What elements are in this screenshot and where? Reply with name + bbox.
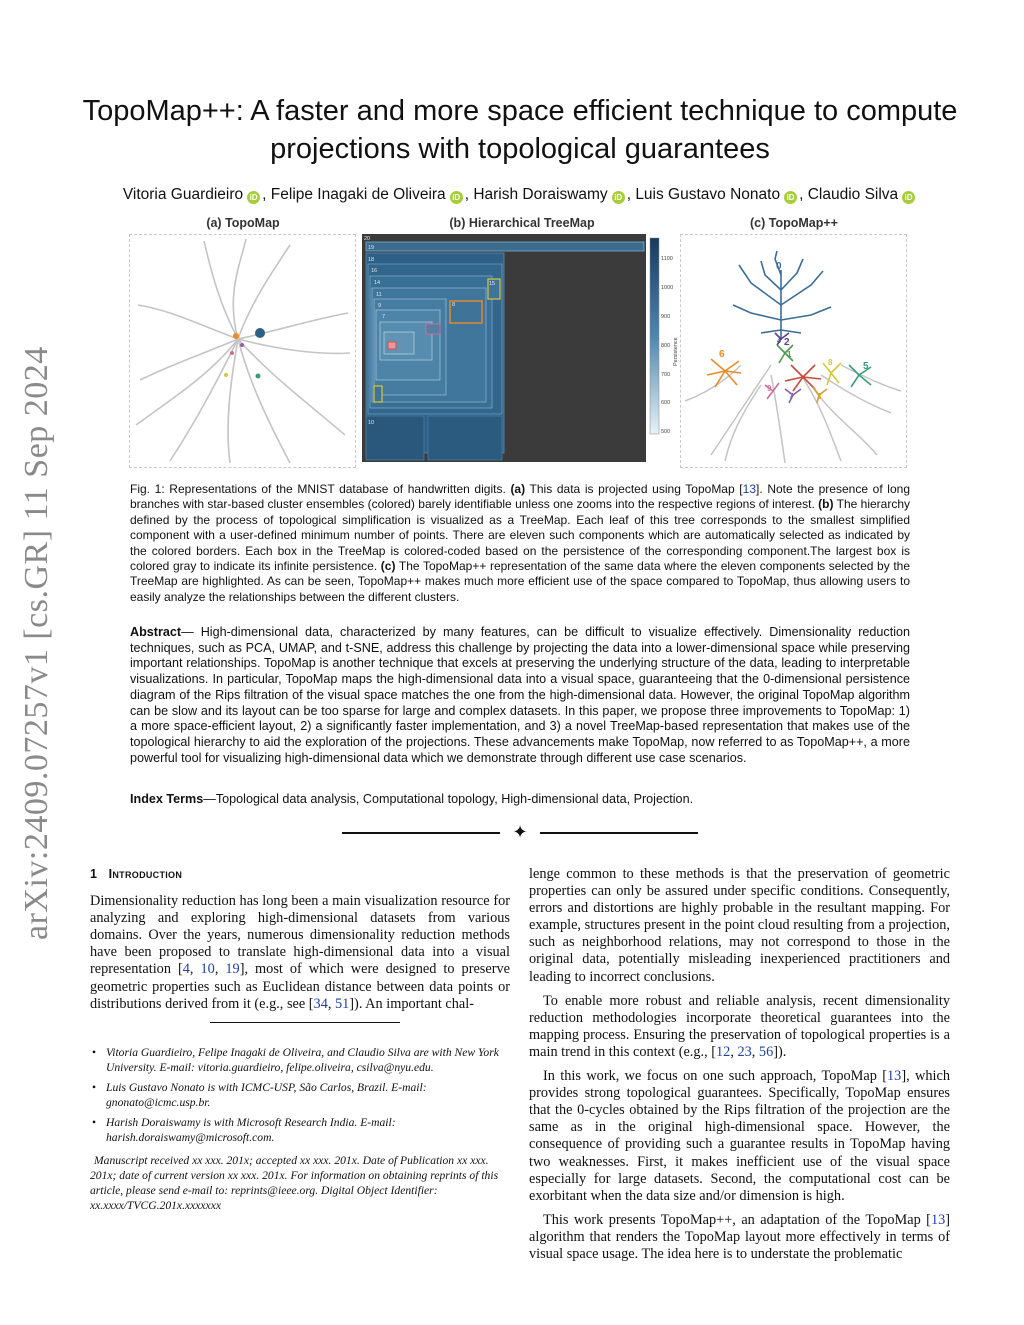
caption-tag: (b)	[818, 497, 834, 512]
branch	[238, 339, 350, 353]
section-separator	[342, 822, 698, 844]
treemap-box	[428, 416, 502, 460]
citation-link[interactable]: 12	[716, 1043, 731, 1060]
paragraph-text: ]).	[773, 1043, 787, 1060]
paragraph-text: In this work, we focus on one such approach, TopoMap [	[543, 1068, 888, 1085]
section-heading	[90, 866, 510, 883]
orcid-icon[interactable]: iD	[902, 191, 915, 204]
paragraph	[529, 1212, 950, 1263]
branch	[725, 385, 761, 461]
persistence-colorbar	[650, 238, 659, 434]
citation-link[interactable]: 13	[887, 1068, 902, 1085]
cluster-branch	[781, 307, 831, 320]
topomap-projection	[130, 235, 355, 467]
section-number: 1	[90, 867, 98, 881]
paragraph-text: ]). An important chal-	[349, 995, 474, 1012]
cluster-label: 5	[863, 361, 869, 372]
cluster-label: 8	[828, 358, 833, 367]
index-terms-label: Index Terms	[130, 792, 204, 806]
figure-caption	[130, 482, 910, 605]
paragraph: Dimensionality reduction has long been a main visualization resource for analyzing and exploring high-dimensional datasets from various domains. Over the years, numerous dimensionality reduction methods have been proposed to translate high-dimensional data into a visual representation [4, 10, 19], most of which were designed to preserve geometric properties such as Euclidean distance between data points or distributions derived from it (e.g., see [34, 51]). An important chal-	[90, 893, 510, 1012]
caption-text: ]. Note the presence of long branches with star-based cluster ensembles (colored) barely identifiable unless one zooms into the respective regions of interest.	[130, 482, 910, 512]
cluster-branch	[761, 330, 781, 333]
branch	[136, 339, 238, 425]
arxiv-identifier: arXiv:2409.07257v1 [cs.GR] 11 Sep 2024	[18, 346, 55, 940]
treemap-node-label: 9	[378, 303, 382, 309]
author-name[interactable]: Harish Doraiswamy	[473, 186, 608, 203]
author-list: Vitoria Guardieiro iD , Felipe Inagaki de Oliveira iD , Harish Doraiswamy iD , Luis Gustavo Nonato iD , Claudio Silva iD	[40, 186, 1000, 204]
panel-a-frame	[129, 234, 356, 468]
treemap-node-label: 8	[452, 302, 456, 308]
cluster-branch	[733, 305, 781, 320]
panel-c-frame	[680, 234, 907, 468]
cluster-label: 0	[776, 261, 782, 272]
separator-star-icon: ✦	[512, 822, 528, 843]
citation-link[interactable]: 13	[930, 1211, 946, 1228]
author-name[interactable]: Luis Gustavo Nonato	[635, 186, 781, 203]
colorbar-tick: 800	[661, 343, 671, 349]
section-title: Introduction	[108, 867, 183, 881]
panel-b-label: (b) Hierarchical TreeMap	[449, 216, 595, 230]
treemap-node-label: 14	[374, 280, 381, 286]
caption-text: The TopoMap++ representation of the same data where the eleven components selected by the TreeMap are highlighted. As can be seen, TopoMap++ makes much more efficient use of the space compared to TopoMap, thus allowing users to easily analyze the relationships between the different clusters.	[130, 559, 911, 604]
paragraph	[529, 1068, 950, 1205]
treemap-node-label: 20	[364, 236, 371, 242]
branch	[238, 313, 348, 339]
footnote-item: • Vitoria Guardieiro, Felipe Inagaki de Oliveira, and Claudio Silva are with New York University. E-mail: vitoria.guardieiro, felipe.oliveira, csilva@nyu.edu.	[90, 1045, 510, 1075]
paragraph-text: Dimensionality reduction has long been a main visualization resource for analyzing and exploring high-dimensional datasets from various domains. Over the years, numerous dimensionality reduction methods have been proposed to translate high-dimensional data into a visual representation [	[90, 893, 510, 978]
treemap-node-label: 10	[368, 420, 375, 426]
citation-link[interactable]: 19	[225, 961, 240, 978]
branch	[238, 339, 290, 463]
cluster-mark	[255, 328, 265, 338]
cluster-labels	[719, 261, 869, 401]
cluster-label: 9	[767, 384, 772, 393]
panel-c-label: (c) TopoMap++	[750, 216, 838, 230]
branch	[685, 365, 741, 401]
treemap-box	[374, 386, 382, 402]
cluster-0-tree	[733, 251, 831, 340]
colorbar-tick: 700	[661, 372, 671, 378]
treemap-box	[426, 324, 440, 334]
separator-line	[540, 832, 698, 834]
citation-link[interactable]: 51	[335, 995, 350, 1012]
treemap-box	[366, 416, 424, 460]
left-column	[90, 866, 510, 1020]
author-name[interactable]: Vitoria Guardieiro	[122, 186, 244, 203]
orcid-icon[interactable]: iD	[784, 191, 797, 204]
cluster-label: 4	[777, 338, 781, 345]
treemap-box	[388, 342, 396, 349]
author-name[interactable]: Felipe Inagaki de Oliveira	[270, 186, 446, 203]
abstract-label: Abstract	[130, 625, 182, 639]
footnote-rule	[210, 1022, 400, 1023]
footnote-item: • Harish Doraiswamy is with Microsoft Research India. E-mail: harish.doraiswamy@microsoft.com.	[90, 1115, 510, 1145]
cluster-star	[785, 365, 821, 391]
abstract	[130, 625, 910, 766]
treemap-node-label: 19	[368, 245, 375, 251]
orcid-icon[interactable]: iD	[450, 191, 463, 204]
branch	[204, 241, 238, 339]
branch	[771, 375, 785, 463]
branch	[238, 245, 290, 339]
colorbar-tick: 1000	[661, 285, 674, 291]
cluster-branch	[781, 259, 803, 290]
author-name[interactable]: Claudio Silva	[807, 186, 899, 203]
cluster-label: 3	[817, 392, 822, 401]
citation-link[interactable]: 23	[737, 1043, 752, 1060]
caption-text: This data is projected using TopoMap [	[525, 482, 743, 496]
caption-text: The hierarchy defined by the process of topological simplification is visualized as a TreeMap. Each leaf of this tree corresponds to the smallest simplified component with a user-defined minimum number of points. There are eleven such components which are automatically selected as indicated by the colored borders. Each box in the TreeMap is colored-coded based on the persistence of the corresponding component.The largest box is colored gray to indicate its infinite persistence.	[130, 497, 911, 574]
cluster-label: 6	[719, 349, 725, 360]
treemap-node-label: 16	[371, 268, 378, 274]
branch	[140, 339, 238, 380]
citation-link[interactable]: 13	[742, 482, 756, 496]
paper-title: TopoMap++: A faster and more space efficient technique to compute projections with topological guarantees	[82, 95, 958, 165]
branch	[138, 305, 238, 339]
caption-lead: Fig. 1: Representations of the MNIST database of handwritten digits.	[130, 482, 511, 496]
citation-link[interactable]: 10	[200, 961, 215, 978]
branch	[841, 365, 901, 391]
right-column	[529, 866, 950, 1270]
footnotes	[90, 1045, 510, 1213]
paragraph-text: To enable more robust and reliable analysis, recent dimensionality reduction methodologies incorporate theoretical guarantees into the mapping process. Ensuring the preservation of topological properties is a main trend in this context (e.g., [	[529, 992, 950, 1060]
topomap-plus-projection	[681, 235, 906, 467]
separator-line	[342, 832, 500, 834]
citation-link[interactable]: 4	[182, 961, 190, 978]
cluster-label: 7	[789, 392, 794, 401]
colorbar-tick: 600	[661, 400, 671, 406]
cluster-mark	[240, 343, 244, 347]
colorbar-tick: 500	[661, 429, 671, 435]
index-terms-text: —Topological data analysis, Computational topology, High-dimensional data, Projection.	[203, 792, 694, 806]
treemap-node-label: 7	[382, 314, 386, 320]
footnote-item: • Luis Gustavo Nonato is with ICMC-USP, São Carlos, Brazil. E-mail: gnonato@icmc.usp.br.	[90, 1080, 510, 1110]
panel-b-frame	[362, 234, 682, 466]
cluster-mark	[233, 333, 239, 339]
colorbar-label: Persistence	[673, 337, 679, 366]
citation-link[interactable]: 56	[758, 1043, 774, 1060]
citation-link[interactable]: 34	[313, 995, 328, 1012]
manuscript-note: Manuscript received xx xxx. 201x; accepted xx xxx. 201x. Date of Publication xx xxx. 201x; date of current version xx xxx. 201x. For information on obtaining reprints of this article, please send e-mail to: reprints@ieee.org. Digital Object Identifier: xx.xxxx/TVCG.201x.xxxxxxx	[90, 1154, 499, 1212]
cluster-mark	[224, 373, 228, 377]
paragraph-text: ], which provides strong topological guarantees. Specifically, TopoMap ensures that the 0-cycles obtained by the Rips filtration of the projection are the same as in the original high-dimensional space. However, the consequence of providing such a guarantee results in TopoMap having two weaknesses. First, it makes inefficient use of the visual space especially for large datasets. Second, the computational cost can be exorbitant when the data size and/or dimension is high.	[529, 1068, 950, 1204]
paragraph-text: ] algorithm that renders the TopoMap layout more effectively in terms of visual space usage. The idea here is to understate the problematic	[529, 1211, 950, 1262]
paragraph-text: ], most of which were designed to preserve geometric properties such as Euclidean distance between data points or distributions derived from it (e.g., see [	[90, 961, 510, 1012]
caption-tag: (a)	[510, 482, 526, 496]
caption-tag: (c)	[380, 559, 396, 574]
orcid-icon[interactable]: iD	[612, 191, 625, 204]
paragraph: lenge common to these methods is that the preservation of geometric properties can only be assured under specific conditions. Consequently, errors and distortions are highly probable in the resultant mapping. For example, structures present in the point cloud resulting from a projection, such as neighborhood relations, may not correspond to those in the original data, potentially misleading inexperienced practitioners and leading to incorrect conclusions.	[529, 866, 950, 985]
treemap-node-label: 11	[376, 292, 382, 298]
paragraph-text: This work presents TopoMap++, an adaptation of the TopoMap [	[543, 1211, 931, 1228]
orcid-icon[interactable]: iD	[247, 191, 260, 204]
cluster-label: 1	[787, 350, 792, 359]
panel-a-label: (a) TopoMap	[206, 216, 280, 230]
colorbar-ticks	[661, 256, 673, 435]
colorbar-tick: 1100	[661, 256, 673, 262]
paragraph: To enable more robust and reliable analysis, recent dimensionality reduction methodologies incorporate theoretical guarantees into the mapping process. Ensuring the preservation of topological properties is a main trend in this context (e.g., [12, 23, 56]).	[529, 992, 950, 1060]
cluster-label: 2	[784, 337, 790, 348]
cluster-mark	[256, 374, 261, 379]
topomap-branches	[136, 239, 350, 463]
treemap-box	[366, 242, 644, 251]
cluster-branch	[781, 330, 801, 333]
treemap-node-label: 18	[368, 257, 375, 263]
colorbar-tick: 900	[661, 314, 671, 320]
cluster-star	[707, 359, 741, 387]
abstract-text: — High-dimensional data, characterized by many features, can be difficult to visualize effectively. Dimensionality reduction techniques, such as PCA, UMAP, and t-SNE, address this challenge by projecting the data into a lower-dimensional space while preserving important relationships. TopoMap is another technique that excels at preserving the underlying structure of the data, leading to interpretable visualizations. In particular, TopoMap maps the high-dimensional data into a visual space, guaranteeing that the 0-dimensional persistence diagram of the Rips filtration of the visual space matches the one from the high-dimensional data. However, the original TopoMap algorithm can be slow and its layout can be too sparse for large and complex datasets. In this paper, we propose three improvements to TopoMap: 1) a more space-efficient layout, 2) a significantly faster implementation, and 3) a novel TreeMap-based representation that makes use of the topological hierarchy to aid the exploration of the projections. These advancements make TopoMap, now referred to as TopoMap++, a more powerful tool for visualizing high-dimensional data which we demonstrate through different use case scenarios.	[130, 625, 910, 765]
cluster-mark	[230, 351, 234, 355]
index-terms	[130, 792, 910, 806]
cluster-branch	[781, 271, 823, 305]
treemap-node-label: 15	[489, 281, 496, 287]
branch	[801, 375, 841, 461]
treemap	[362, 234, 682, 466]
